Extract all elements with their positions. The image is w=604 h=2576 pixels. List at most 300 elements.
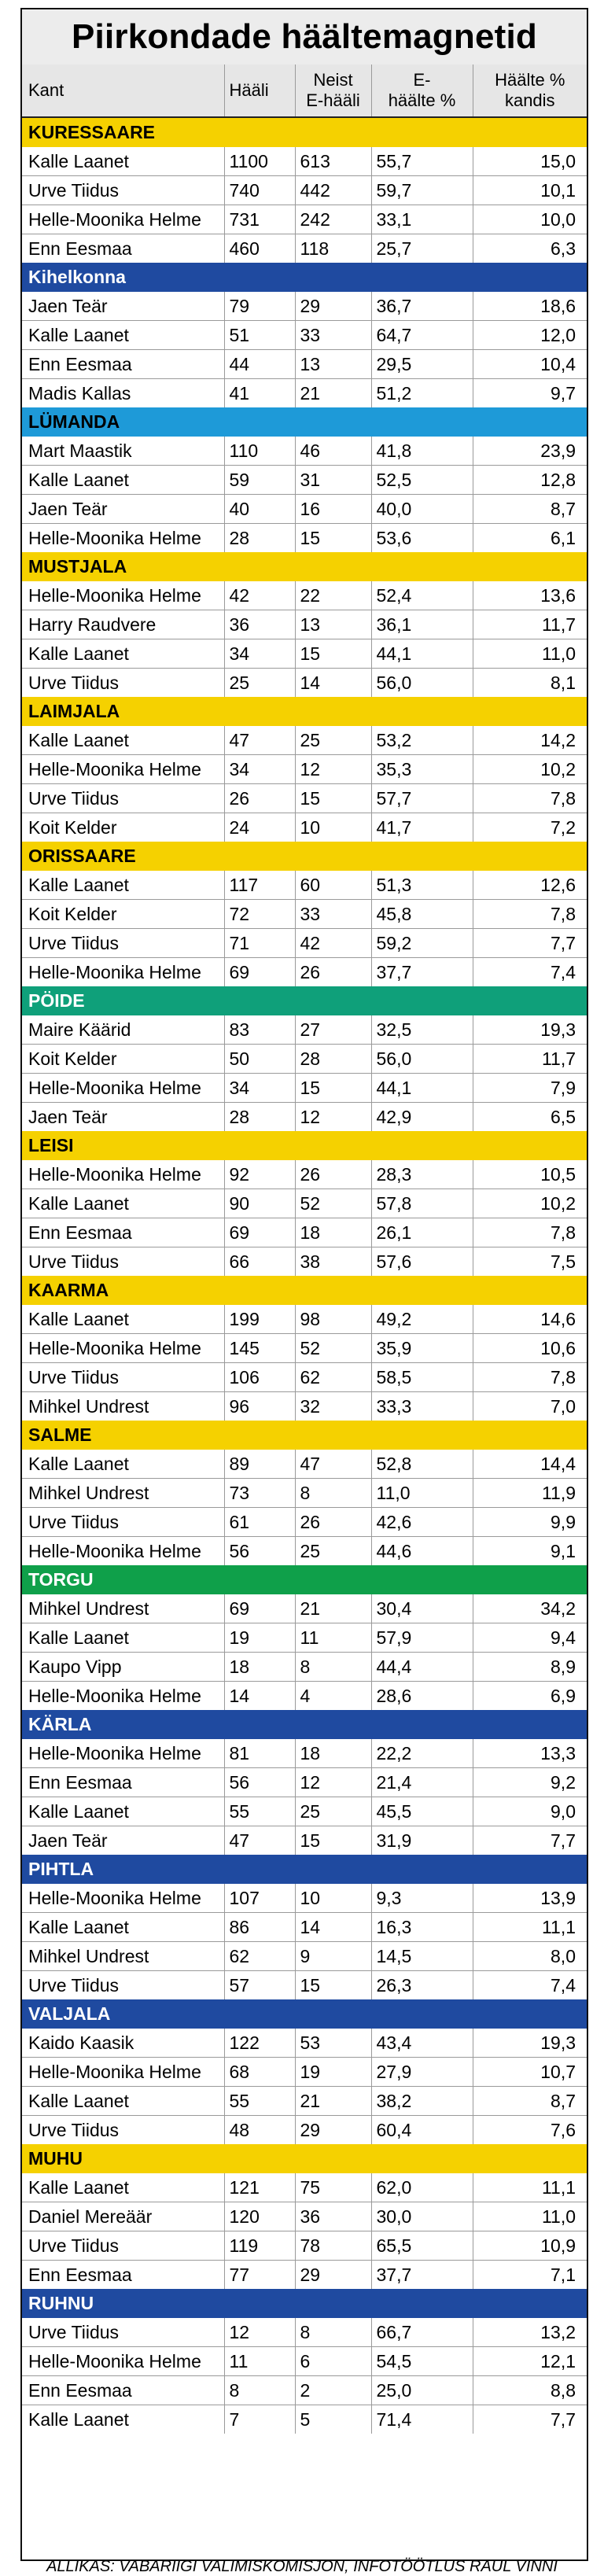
table-row bbox=[22, 2058, 587, 2087]
e-votes-pct-cell: 36,1 bbox=[371, 610, 473, 639]
e-votes-pct-cell: 56,0 bbox=[371, 669, 473, 698]
e-votes-cell: 33 bbox=[295, 900, 371, 929]
table-row bbox=[22, 176, 587, 205]
votes-pct-cell: 11,0 bbox=[473, 639, 587, 669]
section-row bbox=[22, 552, 587, 581]
e-votes-cell: 46 bbox=[295, 437, 371, 466]
e-votes-pct-cell: 30,0 bbox=[371, 2202, 473, 2231]
votes-pct-cell: 11,1 bbox=[473, 2173, 587, 2202]
candidate-name: Urve Tiidus bbox=[22, 784, 224, 813]
votes-pct-cell: 11,7 bbox=[473, 1045, 587, 1074]
e-votes-pct-cell: 9,3 bbox=[371, 1884, 473, 1913]
section-label: TORGU bbox=[22, 1565, 587, 1594]
candidate-name: Kaido Kaasik bbox=[28, 2032, 134, 2053]
votes-pct-cell: 7,8 bbox=[473, 900, 587, 929]
table-row bbox=[22, 2116, 587, 2145]
e-votes-pct-cell: 29,5 bbox=[371, 350, 473, 379]
table-row bbox=[22, 2318, 587, 2347]
header-e-haalte-pct: E- häälte % bbox=[371, 64, 473, 117]
candidate-name: Helle-Moonika Helme bbox=[22, 2347, 224, 2376]
e-votes-pct-cell: 57,8 bbox=[371, 1189, 473, 1218]
e-votes-cell: 8 bbox=[295, 1653, 371, 1682]
e-votes-pct-cell: 60,4 bbox=[371, 2116, 473, 2145]
section-label: VALJALA bbox=[22, 1999, 587, 2029]
section-row bbox=[22, 986, 587, 1015]
e-votes-pct-cell: 44,6 bbox=[371, 1537, 473, 1566]
votes-cell: 69 bbox=[224, 958, 295, 987]
section-row bbox=[22, 842, 587, 871]
e-votes-cell: 25 bbox=[295, 726, 371, 755]
e-votes-pct-cell: 40,0 bbox=[371, 495, 473, 524]
e-votes-pct-cell: 53,6 bbox=[371, 524, 473, 553]
candidate-name: Kalle Laanet bbox=[22, 2405, 224, 2434]
e-votes-cell: 25 bbox=[295, 1537, 371, 1566]
votes-pct-cell: 18,6 bbox=[473, 292, 587, 321]
e-votes-pct-cell: 16,3 bbox=[371, 1913, 473, 1942]
candidate-name: Kalle Laanet bbox=[22, 321, 224, 350]
votes-pct-cell: 10,0 bbox=[473, 205, 587, 234]
section-row bbox=[22, 1565, 587, 1594]
e-votes-cell: 10 bbox=[295, 1884, 371, 1913]
table-row bbox=[22, 1103, 587, 1132]
votes-pct-cell: 10,6 bbox=[473, 1334, 587, 1363]
votes-cell: 121 bbox=[224, 2173, 295, 2202]
table-row bbox=[22, 147, 587, 176]
e-votes-cell: 12 bbox=[295, 1768, 371, 1797]
votes-cell: 61 bbox=[224, 1508, 295, 1537]
e-votes-pct-cell: 58,5 bbox=[371, 1363, 473, 1392]
votes-pct-cell: 7,4 bbox=[473, 958, 587, 987]
section-row bbox=[22, 1999, 587, 2029]
votes-cell: 26 bbox=[224, 784, 295, 813]
votes-pct-cell: 23,9 bbox=[473, 437, 587, 466]
votes-cell: 199 bbox=[224, 1305, 295, 1334]
votes-cell: 48 bbox=[224, 2116, 295, 2145]
votes-pct-cell: 8,1 bbox=[473, 669, 587, 698]
votes-cell: 59 bbox=[224, 466, 295, 495]
e-votes-pct-cell: 25,7 bbox=[371, 234, 473, 263]
table-row bbox=[22, 1971, 587, 2000]
candidate-name: Koit Kelder bbox=[22, 900, 224, 929]
votes-pct-cell: 10,1 bbox=[473, 176, 587, 205]
candidate-name: Kalle Laanet bbox=[22, 1913, 224, 1942]
votes-pct-cell: 13,2 bbox=[473, 2318, 587, 2347]
candidate-name: Kaupo Vipp bbox=[22, 1653, 224, 1682]
votes-cell: 14 bbox=[224, 1682, 295, 1711]
table-row bbox=[22, 292, 587, 321]
table-row bbox=[22, 813, 587, 842]
votes-pct-cell: 10,9 bbox=[473, 2231, 587, 2261]
e-votes-pct-cell: 49,2 bbox=[371, 1305, 473, 1334]
votes-pct-cell: 14,4 bbox=[473, 1450, 587, 1479]
e-votes-cell: 11 bbox=[295, 1623, 371, 1653]
candidate-name: Jaen Teär bbox=[28, 295, 108, 316]
candidate-name: Mihkel Undrest bbox=[22, 1479, 224, 1508]
e-votes-pct-cell: 64,7 bbox=[371, 321, 473, 350]
section-label: KURESSAARE bbox=[22, 117, 587, 147]
votes-cell: 36 bbox=[224, 610, 295, 639]
candidate-name: Kalle Laanet bbox=[22, 2087, 224, 2116]
votes-cell: 107 bbox=[224, 1884, 295, 1913]
e-votes-cell: 15 bbox=[295, 784, 371, 813]
e-votes-cell: 8 bbox=[295, 2318, 371, 2347]
e-votes-pct-cell: 65,5 bbox=[371, 2231, 473, 2261]
e-votes-pct-cell: 44,1 bbox=[371, 1074, 473, 1103]
votes-cell: 50 bbox=[224, 1045, 295, 1074]
e-votes-pct-cell: 36,7 bbox=[371, 292, 473, 321]
votes-pct-cell: 10,4 bbox=[473, 350, 587, 379]
candidate-name: Helle-Moonika Helme bbox=[22, 2058, 224, 2087]
votes-cell: 44 bbox=[224, 350, 295, 379]
candidate-name: Helle-Moonika Helme bbox=[22, 1074, 224, 1103]
e-votes-cell: 12 bbox=[295, 755, 371, 784]
e-votes-cell: 26 bbox=[295, 1508, 371, 1537]
votes-cell: 28 bbox=[224, 524, 295, 553]
e-votes-cell: 53 bbox=[295, 2029, 371, 2058]
infographic-frame bbox=[20, 8, 588, 2561]
votes-cell: 24 bbox=[224, 813, 295, 842]
section-label: SALME bbox=[22, 1421, 587, 1450]
votes-pct-cell: 6,1 bbox=[473, 524, 587, 553]
votes-pct-cell: 9,4 bbox=[473, 1623, 587, 1653]
section-row bbox=[22, 1855, 587, 1884]
table-row bbox=[22, 1045, 587, 1074]
e-votes-pct-cell: 44,1 bbox=[371, 639, 473, 669]
table-row bbox=[22, 437, 587, 466]
votes-pct-cell: 12,0 bbox=[473, 321, 587, 350]
table-row bbox=[22, 1537, 587, 1566]
votes-cell: 731 bbox=[224, 205, 295, 234]
e-votes-pct-cell: 21,4 bbox=[371, 1768, 473, 1797]
table-row bbox=[22, 2231, 587, 2261]
votes-pct-cell: 7,2 bbox=[473, 813, 587, 842]
votes-pct-cell: 11,9 bbox=[473, 1479, 587, 1508]
candidate-name: Kalle Laanet bbox=[22, 1797, 224, 1826]
votes-pct-cell: 6,9 bbox=[473, 1682, 587, 1711]
votes-cell: 34 bbox=[224, 639, 295, 669]
e-votes-cell: 42 bbox=[295, 929, 371, 958]
section-label: PÖIDE bbox=[22, 986, 587, 1015]
section-row bbox=[22, 1276, 587, 1305]
section-label: LÜMANDA bbox=[22, 407, 587, 437]
table-row bbox=[22, 900, 587, 929]
e-votes-pct-cell: 52,8 bbox=[371, 1450, 473, 1479]
e-votes-cell: 75 bbox=[295, 2173, 371, 2202]
e-votes-cell: 15 bbox=[295, 1971, 371, 2000]
votes-cell: 73 bbox=[224, 1479, 295, 1508]
e-votes-pct-cell: 33,3 bbox=[371, 1392, 473, 1421]
section-row bbox=[22, 2289, 587, 2318]
candidate-name: Urve Tiidus bbox=[22, 1508, 224, 1537]
e-votes-pct-cell: 35,3 bbox=[371, 755, 473, 784]
e-votes-cell: 613 bbox=[295, 147, 371, 176]
votes-cell: 66 bbox=[224, 1247, 295, 1277]
section-row bbox=[22, 2144, 587, 2173]
votes-pct-cell: 13,6 bbox=[473, 581, 587, 610]
e-votes-cell: 29 bbox=[295, 2261, 371, 2290]
candidate-name: Madis Kallas bbox=[22, 379, 224, 408]
e-votes-cell: 31 bbox=[295, 466, 371, 495]
votes-cell: 460 bbox=[224, 234, 295, 263]
e-votes-cell: 9 bbox=[295, 1942, 371, 1971]
header-kant: Kant bbox=[22, 64, 224, 117]
votes-cell: 83 bbox=[224, 1015, 295, 1045]
votes-pct-cell: 14,6 bbox=[473, 1305, 587, 1334]
e-votes-cell: 28 bbox=[295, 1045, 371, 1074]
candidate-name: Urve Tiidus bbox=[22, 2116, 224, 2145]
e-votes-pct-cell: 62,0 bbox=[371, 2173, 473, 2202]
e-votes-pct-cell: 42,9 bbox=[371, 1103, 473, 1132]
section-label: PIHTLA bbox=[22, 1855, 587, 1884]
votes-pct-cell: 7,8 bbox=[473, 784, 587, 813]
e-votes-pct-cell: 30,4 bbox=[371, 1594, 473, 1623]
votes-pct-cell: 10,2 bbox=[473, 755, 587, 784]
table-row bbox=[22, 321, 587, 350]
votes-cell: 86 bbox=[224, 1913, 295, 1942]
e-votes-pct-cell: 71,4 bbox=[371, 2405, 473, 2434]
candidate-name: Kalle Laanet bbox=[28, 2176, 129, 2198]
e-votes-cell: 5 bbox=[295, 2405, 371, 2434]
votes-pct-cell: 12,8 bbox=[473, 466, 587, 495]
infographic-title: Piirkondade häältemagnetid bbox=[22, 9, 587, 64]
votes-pct-cell: 12,1 bbox=[473, 2347, 587, 2376]
candidate-name: Mihkel Undrest bbox=[22, 1392, 224, 1421]
e-votes-pct-cell: 28,6 bbox=[371, 1682, 473, 1711]
votes-cell: 79 bbox=[224, 292, 295, 321]
e-votes-cell: 25 bbox=[295, 1797, 371, 1826]
table-row bbox=[22, 610, 587, 639]
votes-pct-cell: 14,2 bbox=[473, 726, 587, 755]
e-votes-cell: 22 bbox=[295, 581, 371, 610]
candidate-name: Urve Tiidus bbox=[22, 1247, 224, 1277]
votes-cell: 96 bbox=[224, 1392, 295, 1421]
e-votes-pct-cell: 31,9 bbox=[371, 1826, 473, 1856]
votes-cell: 89 bbox=[224, 1450, 295, 1479]
e-votes-cell: 78 bbox=[295, 2231, 371, 2261]
e-votes-pct-cell: 37,7 bbox=[371, 958, 473, 987]
candidate-name: Jaen Teär bbox=[22, 1826, 224, 1856]
votes-cell: 56 bbox=[224, 1537, 295, 1566]
e-votes-pct-cell: 26,1 bbox=[371, 1218, 473, 1247]
e-votes-pct-cell: 66,7 bbox=[371, 2318, 473, 2347]
candidate-name: Helle-Moonika Helme bbox=[22, 1537, 224, 1566]
votes-pct-cell: 34,2 bbox=[473, 1594, 587, 1623]
votes-pct-cell: 9,2 bbox=[473, 1768, 587, 1797]
candidate-name: Harry Raudvere bbox=[22, 610, 224, 639]
e-votes-pct-cell: 35,9 bbox=[371, 1334, 473, 1363]
section-label: LAIMJALA bbox=[22, 697, 587, 726]
table-row bbox=[22, 784, 587, 813]
section-row bbox=[22, 263, 587, 292]
votes-cell: 40 bbox=[224, 495, 295, 524]
table-row bbox=[22, 2405, 587, 2434]
votes-pct-cell: 9,7 bbox=[473, 379, 587, 408]
table-row bbox=[22, 2202, 587, 2231]
votes-cell: 34 bbox=[224, 755, 295, 784]
e-votes-cell: 52 bbox=[295, 1334, 371, 1363]
e-votes-cell: 26 bbox=[295, 958, 371, 987]
votes-cell: 69 bbox=[224, 1218, 295, 1247]
candidate-name: Kalle Laanet bbox=[22, 1189, 224, 1218]
e-votes-pct-cell: 14,5 bbox=[371, 1942, 473, 1971]
votes-cell: 81 bbox=[224, 1739, 295, 1768]
candidate-name: Mihkel Undrest bbox=[22, 1942, 224, 1971]
e-votes-cell: 32 bbox=[295, 1392, 371, 1421]
table-row bbox=[22, 379, 587, 408]
votes-pct-cell: 7,8 bbox=[473, 1363, 587, 1392]
votes-cell: 117 bbox=[224, 871, 295, 900]
e-votes-pct-cell: 57,6 bbox=[371, 1247, 473, 1277]
votes-pct-cell: 11,7 bbox=[473, 610, 587, 639]
section-row bbox=[22, 407, 587, 437]
section-label: Kihelkonna bbox=[22, 263, 587, 292]
candidate-name: Enn Eesmaa bbox=[22, 234, 224, 263]
candidate-name: Kalle Laanet bbox=[28, 1308, 129, 1329]
votes-cell: 28 bbox=[224, 1103, 295, 1132]
section-row bbox=[22, 697, 587, 726]
e-votes-pct-cell: 37,7 bbox=[371, 2261, 473, 2290]
e-votes-pct-cell: 22,2 bbox=[371, 1739, 473, 1768]
candidate-name: Helle-Moonika Helme bbox=[22, 755, 224, 784]
e-votes-pct-cell: 52,4 bbox=[371, 581, 473, 610]
votes-pct-cell: 13,9 bbox=[473, 1884, 587, 1913]
e-votes-cell: 18 bbox=[295, 1739, 371, 1768]
section-label: MUHU bbox=[22, 2144, 587, 2173]
candidate-name: Jaen Teär bbox=[22, 495, 224, 524]
e-votes-cell: 21 bbox=[295, 2087, 371, 2116]
e-votes-pct-cell: 38,2 bbox=[371, 2087, 473, 2116]
votes-pct-cell: 15,0 bbox=[473, 147, 587, 176]
candidate-name: Helle-Moonika Helme bbox=[22, 205, 224, 234]
votes-pct-cell: 10,2 bbox=[473, 1189, 587, 1218]
e-votes-pct-cell: 44,4 bbox=[371, 1653, 473, 1682]
table-row bbox=[22, 205, 587, 234]
e-votes-pct-cell: 56,0 bbox=[371, 1045, 473, 1074]
votes-pct-cell: 19,3 bbox=[473, 1015, 587, 1045]
votes-cell: 71 bbox=[224, 929, 295, 958]
votes-pct-cell: 8,7 bbox=[473, 495, 587, 524]
votes-cell: 72 bbox=[224, 900, 295, 929]
e-votes-cell: 15 bbox=[295, 639, 371, 669]
votes-cell: 56 bbox=[224, 1768, 295, 1797]
candidate-name: Helle-Moonika Helme bbox=[22, 1334, 224, 1363]
votes-cell: 77 bbox=[224, 2261, 295, 2290]
table-row bbox=[22, 1334, 587, 1363]
table-row bbox=[22, 1826, 587, 1856]
candidate-name: Helle-Moonika Helme bbox=[22, 958, 224, 987]
votes-cell: 47 bbox=[224, 726, 295, 755]
votes-cell: 8 bbox=[224, 2376, 295, 2405]
candidate-name: Enn Eesmaa bbox=[22, 2261, 224, 2290]
e-votes-pct-cell: 33,1 bbox=[371, 205, 473, 234]
candidate-name: Jaen Teär bbox=[22, 1103, 224, 1132]
votes-pct-cell: 7,7 bbox=[473, 1826, 587, 1856]
table-row bbox=[22, 1623, 587, 1653]
e-votes-pct-cell: 51,3 bbox=[371, 871, 473, 900]
votes-pct-cell: 7,1 bbox=[473, 2261, 587, 2290]
votes-cell: 55 bbox=[224, 2087, 295, 2116]
table-row bbox=[22, 1305, 587, 1334]
e-votes-cell: 4 bbox=[295, 1682, 371, 1711]
table-row bbox=[22, 1363, 587, 1392]
votes-pct-cell: 9,0 bbox=[473, 1797, 587, 1826]
e-votes-cell: 47 bbox=[295, 1450, 371, 1479]
votes-cell: 57 bbox=[224, 1971, 295, 2000]
table-row bbox=[22, 1247, 587, 1277]
candidate-name: Urve Tiidus bbox=[22, 1363, 224, 1392]
votes-cell: 51 bbox=[224, 321, 295, 350]
votes-cell: 18 bbox=[224, 1653, 295, 1682]
e-votes-cell: 29 bbox=[295, 292, 371, 321]
e-votes-pct-cell: 45,5 bbox=[371, 1797, 473, 1826]
e-votes-cell: 10 bbox=[295, 813, 371, 842]
votes-cell: 55 bbox=[224, 1797, 295, 1826]
candidate-name: Maire Käärid bbox=[28, 1019, 131, 1040]
table-row bbox=[22, 1653, 587, 1682]
e-votes-pct-cell: 25,0 bbox=[371, 2376, 473, 2405]
candidate-name: Kalle Laanet bbox=[22, 1623, 224, 1653]
table-row bbox=[22, 1450, 587, 1479]
candidate-name: Urve Tiidus bbox=[22, 176, 224, 205]
votes-cell: 41 bbox=[224, 379, 295, 408]
votes-cell: 110 bbox=[224, 437, 295, 466]
table-row bbox=[22, 350, 587, 379]
candidate-name: Kalle Laanet bbox=[28, 874, 129, 895]
votes-pct-cell: 13,3 bbox=[473, 1739, 587, 1768]
votes-pct-cell: 19,3 bbox=[473, 2029, 587, 2058]
candidate-name: Kalle Laanet bbox=[22, 639, 224, 669]
e-votes-cell: 21 bbox=[295, 379, 371, 408]
header-e-haali: Neist E-hääli bbox=[295, 64, 371, 117]
table-body bbox=[22, 117, 587, 2434]
e-votes-pct-cell: 27,9 bbox=[371, 2058, 473, 2087]
section-label: RUHNU bbox=[22, 2289, 587, 2318]
candidate-name: Urve Tiidus bbox=[22, 669, 224, 698]
header-haali: Hääli bbox=[224, 64, 295, 117]
candidate-name: Enn Eesmaa bbox=[22, 350, 224, 379]
votes-pct-cell: 10,7 bbox=[473, 2058, 587, 2087]
section-row bbox=[22, 117, 587, 147]
votes-pct-cell: 7,5 bbox=[473, 1247, 587, 1277]
candidate-name: Helle-Moonika Helme bbox=[28, 1163, 201, 1185]
e-votes-cell: 52 bbox=[295, 1189, 371, 1218]
table-row bbox=[22, 234, 587, 263]
votes-cell: 7 bbox=[224, 2405, 295, 2434]
header-haalte-pct-kandis: Häälte % kandis bbox=[473, 64, 587, 117]
e-votes-cell: 33 bbox=[295, 321, 371, 350]
table-row bbox=[22, 1015, 587, 1045]
table-row bbox=[22, 495, 587, 524]
e-votes-pct-cell: 11,0 bbox=[371, 1479, 473, 1508]
votes-cell: 92 bbox=[224, 1160, 295, 1189]
votes-cell: 145 bbox=[224, 1334, 295, 1363]
table-row bbox=[22, 669, 587, 698]
e-votes-cell: 12 bbox=[295, 1103, 371, 1132]
e-votes-cell: 13 bbox=[295, 610, 371, 639]
e-votes-cell: 19 bbox=[295, 2058, 371, 2087]
candidate-name: Helle-Moonika Helme bbox=[22, 524, 224, 553]
votes-pct-cell: 7,7 bbox=[473, 2405, 587, 2434]
e-votes-pct-cell: 42,6 bbox=[371, 1508, 473, 1537]
table-row bbox=[22, 2347, 587, 2376]
votes-cell: 69 bbox=[224, 1594, 295, 1623]
table-row bbox=[22, 1392, 587, 1421]
e-votes-cell: 14 bbox=[295, 1913, 371, 1942]
e-votes-cell: 242 bbox=[295, 205, 371, 234]
table-row bbox=[22, 1508, 587, 1537]
e-votes-pct-cell: 57,7 bbox=[371, 784, 473, 813]
votes-pct-cell: 7,4 bbox=[473, 1971, 587, 2000]
